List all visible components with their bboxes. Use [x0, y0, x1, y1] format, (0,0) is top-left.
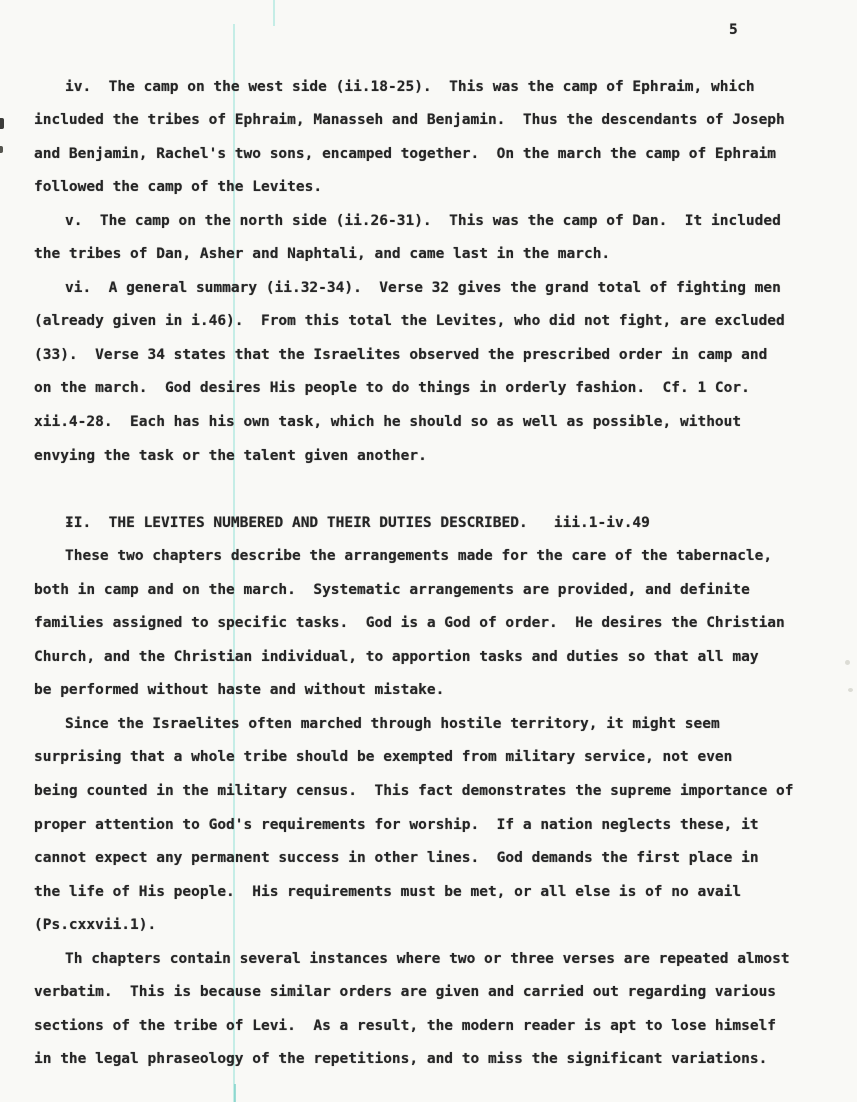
text-line: proper attention to God's requirements for worship. If a nation neglects these, it — [34, 816, 759, 833]
blank-line — [34, 473, 824, 507]
scan-mark — [0, 146, 3, 153]
text-line: sections of the tribe of Levi. As a result, the modern reader is apt to lose himself — [34, 1017, 777, 1034]
text-column — [34, 71, 824, 1077]
text-line: followed the camp of the Levites. — [34, 179, 323, 196]
scan-mark — [0, 118, 4, 129]
text-line: surprising that a whole tribe should be exempted from military service, not even — [34, 749, 733, 766]
text-line: included the tribes of Ephraim, Manasseh and Benjamin. Thus the descendants of Joseph — [34, 112, 785, 129]
text-line: (Ps.cxxvii.1). — [34, 917, 157, 934]
text-line: Since the Israelites often marched through hostile territory, it might seem — [65, 715, 720, 732]
text-line: envying the task or the talent given another. — [34, 447, 427, 464]
text-line: on the march. God desires His people to do things in orderly fashion. Cf. 1 Cor. — [34, 380, 750, 397]
text-line: Th chapters contain several instances where two or three verses are repeated almost — [65, 950, 790, 967]
text-line: both in camp and on the march. Systematic arrangements are provided, and definite — [34, 581, 750, 598]
text-line: These two chapters describe the arrangements made for the care of the tabernacle, — [65, 548, 773, 565]
scan-speck — [845, 660, 850, 665]
text-line: (33). Verse 34 states that the Israelites observed the prescribed order in camp and — [34, 346, 768, 363]
text-line: iv. The camp on the west side (ii.18-25). This was the camp of Ephraim, which — [65, 78, 755, 95]
text-line: cannot expect any permanent success in other lines. God demands the first place in — [34, 850, 759, 867]
paper-fold-line-top — [273, 0, 275, 26]
text-line: and Benjamin, Rachel's two sons, encamped together. On the march the camp of Ephraim — [34, 145, 777, 162]
text-line: the life of His people. His requirements must be met, or all else is of no avail — [34, 883, 742, 900]
paper-fold-line-bottom — [234, 1084, 236, 1102]
text-line: v. The camp on the north side (ii.26-31). This was the camp of Dan. It included — [65, 212, 781, 229]
text-line: xii.4-28. Each has his own task, which he should so as well as possible, without — [34, 413, 742, 430]
text-line: families assigned to specific tasks. God is a God of order. He desires the Christian — [34, 615, 785, 632]
text-line: be performed without haste and without mistake. — [34, 682, 445, 699]
text-line: being counted in the military census. This fact demonstrates the supreme importance of — [34, 782, 794, 799]
page-number: 5 — [729, 22, 738, 38]
text-line: vi. A general summary (ii.32-34). Verse 32 gives the grand total of fighting men — [65, 279, 781, 296]
text-line: (already given in i.46). From this total the Levites, who did not fight, are excluded — [34, 313, 785, 330]
scan-speck — [848, 688, 853, 692]
text-line: Church, and the Christian individual, to apportion tasks and duties so that all may — [34, 648, 759, 665]
section-heading-line: ƗI. THE LEVITES NUMBERED AND THEIR DUTIES DESCRIBED. iii.1-iv.49 — [65, 514, 650, 531]
text-line: verbatim. This is because similar orders are given and carried out regarding various — [34, 984, 777, 1001]
text-line: the tribes of Dan, Asher and Naphtali, and came last in the march. — [34, 246, 611, 263]
text-line: in the legal phraseology of the repetitions, and to miss the significant variations. — [34, 1051, 768, 1068]
